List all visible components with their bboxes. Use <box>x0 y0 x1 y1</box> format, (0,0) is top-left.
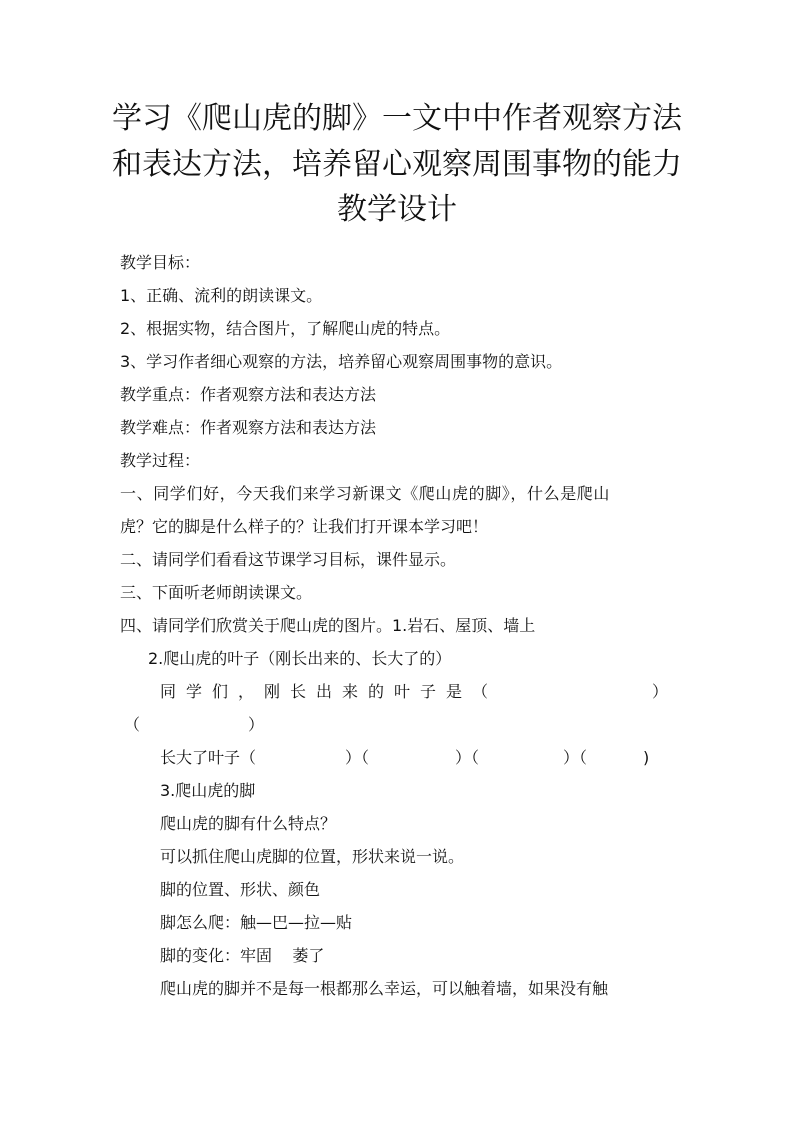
blank-pair: ）（ <box>563 748 588 767</box>
goals-heading: 教学目标： <box>120 253 201 272</box>
blank-pair: ）（ <box>345 748 370 767</box>
key-point: 教学重点：作者观察方法和表达方法 <box>120 385 377 404</box>
step-1-line-a: 一、同学们好，今天我们来学习新课文《爬山虎的脚》，什么是爬山 <box>120 484 611 503</box>
goal-3: 3、学习作者细心观察的方法，培养留心观察周围事物的意识。 <box>120 352 563 371</box>
step-3: 三、下面听老师朗读课文。 <box>120 583 313 602</box>
document-title-line-2: 和表达方法，培养留心观察周围事物的能力 <box>112 147 682 182</box>
new-leaves-prompt: 同学们，刚长出来的叶子是（ <box>160 682 499 701</box>
blank-pair: ）（ <box>455 748 480 767</box>
question-2: 可以抓住爬山虎脚的位置，形状来说一说。 <box>160 847 465 866</box>
question-3: 脚的位置、形状、颜色 <box>160 880 321 899</box>
goal-2: 2、根据实物，结合图片，了解爬山虎的特点。 <box>120 319 451 338</box>
blank-end: ) <box>643 748 650 767</box>
sub-item-2: 2.爬山虎的叶子（刚长出来的、长大了的） <box>148 649 452 668</box>
document-title-line-3: 教学设计 <box>337 192 457 227</box>
process-heading: 教学过程： <box>120 451 201 470</box>
question-6: 爬山虎的脚并不是每一根都那么幸运，可以触着墙，如果没有触 <box>160 979 609 998</box>
step-4: 四、请同学们欣赏关于爬山虎的图片。1.岩石、屋顶、墙上 <box>120 616 536 635</box>
blank-open: （ <box>124 715 141 734</box>
sub-item-3: 3.爬山虎的脚 <box>160 781 256 800</box>
document-title-line-1: 学习《爬山虎的脚》一文中中作者观察方法 <box>112 101 682 136</box>
step-1-line-b: 虎？它的脚是什么样子的？让我们打开课本学习吧！ <box>120 517 489 536</box>
blank-close: ） <box>248 715 265 734</box>
question-4: 脚怎么爬：触—巴—拉—贴 <box>160 913 353 932</box>
difficulty: 教学难点：作者观察方法和表达方法 <box>120 418 377 437</box>
goal-1: 1、正确、流利的朗读课文。 <box>120 286 323 305</box>
blank-close: ） <box>652 682 669 701</box>
step-2: 二、请同学们看看这节课学习目标，课件显示。 <box>120 550 457 569</box>
grown-leaves-prompt: 长大了叶子（ <box>160 748 257 767</box>
question-1: 爬山虎的脚有什么特点？ <box>160 814 337 833</box>
question-5: 脚的变化：牢固 萎了 <box>160 946 325 965</box>
